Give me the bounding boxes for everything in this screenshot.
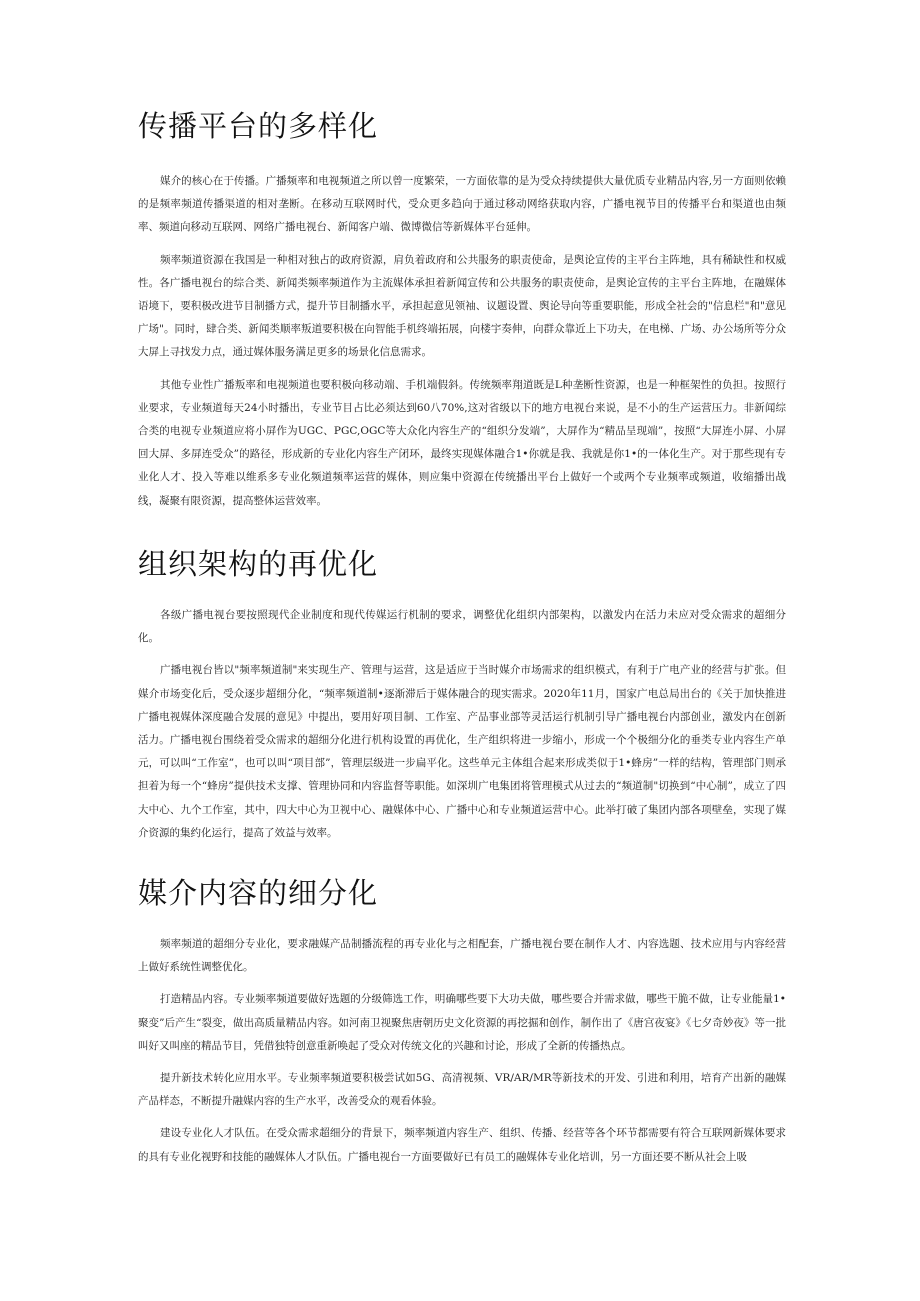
paragraph: 频率频道的超细分专业化，要求融媒产品制播流程的再专业化与之相配套，广播电视台要在制作人才、内容选题、技术应用与内容经营上做好系统性调整优化。	[138, 938, 786, 974]
paragraph: 打造精品内容。专业频率频道要做好选题的分级筛选工作，明确哪些要下大功夫做，哪些要合并需求做，哪些干脆不做，让专业能量1•聚变”后产生“裂变，做出高质量精品内容。如河南卫视聚焦唐朝历史文化资源的再挖掘和创作，制作出了《唐宫夜宴》《七夕奇妙夜》等一批叫好又叫座的精品节目，凭借独特创意重新唤起了受众对传统文化的兴趣和讨论，形成了全新的传播热点。	[138, 993, 786, 1052]
paragraph: 其他专业性广播叛率和电视频道也要积极向移动端、手机端假斜。传统频率翔道既是L种垄断性资源，也是一种框架性的负担。按照行业要求，专业频道每天24小时播出，专业节目占比必须达到60八70%,这对省级以下的地方电视台来说，是不小的生产运营压力。非新闻综合类的电视专业频道应将小屏作为UGC、PGC,OGC等大众化内容生产的“组织分发端”，大屏作为“精品呈现端”，按照“大屏连小屏、小屏回大屏、多屏连受众”的路径，形成新的专业化内容生产闭环，最终实现媒体融合1•你就是我、我就是你1•的一体化生产。对于那些现有专业化人才、投入等难以维系多专业化频道频率运营的媒体，则应集中资源在传统播出平台上做好一个或两个专业频率或频道，收缩播出战线，凝聚有限资源，提高整体运营效率。	[138, 378, 786, 507]
paragraph: 频率频道资源在我国是一种相对独占的政府资源，肩负着政府和公共服务的职责使命，是舆论宣传的主平台主阵地，具有稀缺性和权威性。各广播电视台的综合类、新闻类频率频道作为主流媒体承担着新闻宣传和公共服务的职责使命，是舆论宣传的主平台主阵地，在融媒体语境下，要积极改进节目制播方式，提升节目制播水平，承担起意见领袖、议题设置、舆论导向等重要职能，形成全社会的"信息栏"和"意见广场"。同时，肆合类、新闻类顺率叛道要积极在向智能手机终端拓展，向楼宇奏伸，向群众靠近上下功夫，在电梯、广场、办公场所等分众大屏上寻找发力点，通过媒体服务满足更多的场景化信息需求。	[138, 253, 786, 359]
paragraph: 媒介的核心在于传播。广播频率和电视频道之所以曾一度繁荣，一方面依靠的是为受众持续提供大量优质专业精品内容,另一方面则依赖的是频率频道传播渠道的相对垄断。在移动互联网时代，受众更多趋向于通过移动网络获取内容，广播电视节目的传播平台和渠道也由频率、频道向移动互联网、网络广播电视台、新闻客户端、微博微信等新媒体平台延伸。	[138, 175, 786, 234]
section-platform-diversification	[138, 106, 786, 522]
section-heading: 组织架构的再优化	[138, 547, 379, 581]
section-heading: 媒介内容的细分化	[138, 876, 379, 910]
section-heading: 传播平台的多样化	[138, 109, 379, 143]
paragraph: 各级广播电视台要按照现代企业制度和现代传媒运行机制的要求，调整优化组织内部架构，以激发内在活力未应对受众需求的超细分化。	[138, 609, 786, 645]
paragraph: 广播电视台皆以"频率频道制"来实现生产、管理与运营，这是适应于当时媒介市场需求的组织模式，有利于广电产业的经营与扩张。但媒介市场变化后，受众逐步超细分化，“频率频道制•逐渐滞后于媒体融合的现实需求。2020年11月，国家广电总局出台的《关于加快推进广播电视媒体深度融合发展的意见》中提出，要用好项目制、工作室、产品事业部等灵活运行机制引导广播电视台内部创业，激发内在创新活力。广播电视台围绕着受众需求的超细分化进行机构设置的再优化，生产组织将进一步缩小，形成一个个极细分化的垂类专业内容生产单元，可以叫“工作室”，也可以叫“项目部”，管理层级进一步扁平化。这些单元主体组合起来形成类似于1•蜂房”一样的结构，管理部门则承担着为每一个“蜂房”提供技术支撑、管理协同和内容监督等职能。如深圳广电集团将管理模式从过去的“频道制"切换到“中心制”，成立了四大中心、九个工作室，其中，四大中心为卫视中心、融媒体中心、广播中心和专业频道运营中心。此举打破了集团内部各项壁垒，实现了媒介资源的集约化运行，提高了效益与效率。	[138, 664, 786, 839]
section-organization-optimization	[138, 544, 786, 854]
paragraph: 建设专业化人才队伍。在受众需求超细分的背景下，频率频道内容生产、组织、传播、经营等各个环节都需要有符合互联网新媒体要求的具有专业化视野和技能的融媒体人才队伍。广播电视台一方面要做好已有员工的融媒体专业化培训，另一方面还要不断从社会上吸	[138, 1127, 786, 1163]
section-content-segmentation	[138, 873, 786, 1178]
paragraph: 提升新技术转化应用水平。专业频率频道要积极尝试如5G、高清视频、VR/AR/MR等新技术的开发、引进和利用，培育产出新的融媒产品样态，不断提升融媒内容的生产水平，改善受众的观看体验。	[138, 1072, 786, 1108]
